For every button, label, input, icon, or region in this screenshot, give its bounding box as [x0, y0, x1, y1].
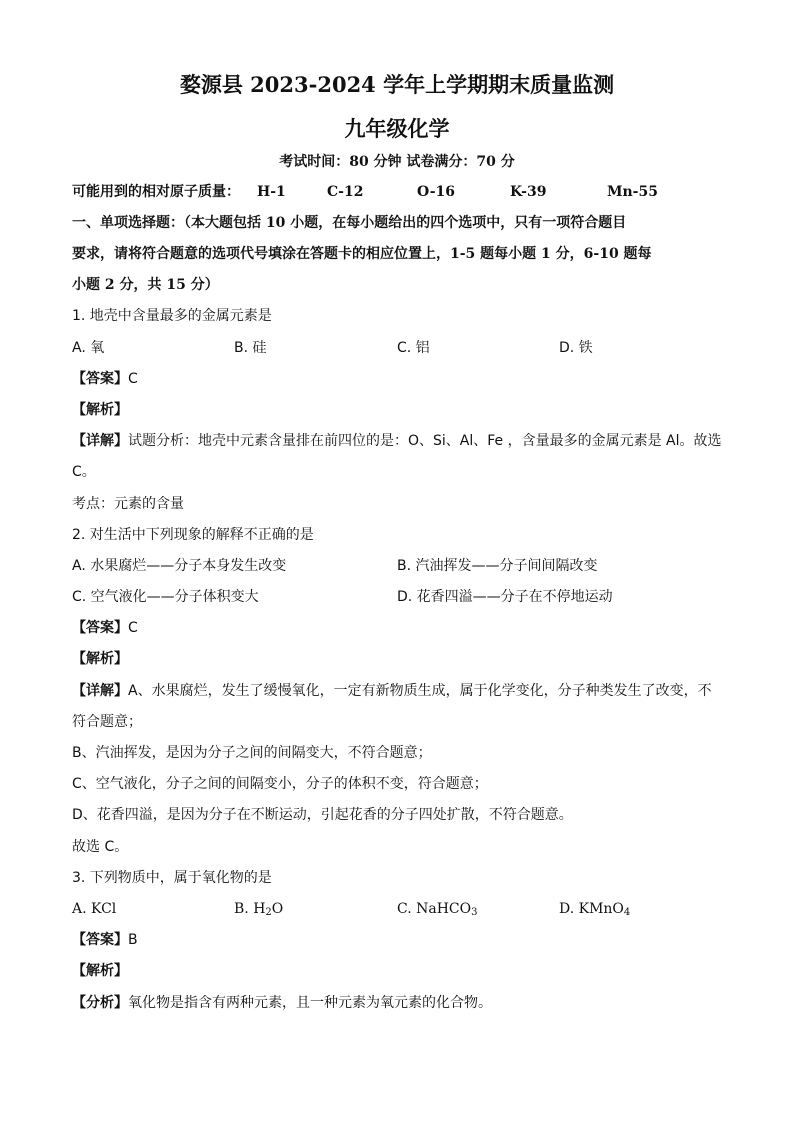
page-title: 婺源县 2023-2024 学年上学期期末质量监测 — [179, 72, 615, 97]
analysis-detail-text: 氧化物是指含有两种元素，且一种元素为氧元素的化合物。 — [128, 995, 492, 1011]
section-heading-line: 小题 2 分，共 15 分） — [72, 277, 219, 293]
analysis-tag: 【解析】 — [72, 402, 128, 418]
question-stem: 3. 下列物质中，属于氧化物的是 — [72, 870, 272, 886]
detail-line — [72, 432, 722, 450]
analysis-detail-tag: 【分析】 — [72, 995, 128, 1011]
answer-line — [72, 931, 138, 949]
atomic-masses — [72, 183, 732, 201]
option-c: C. 铝 — [397, 340, 430, 356]
analysis-tag: 【解析】 — [72, 651, 128, 667]
answer-value: B — [128, 932, 138, 948]
analysis-tag: 【解析】 — [72, 963, 128, 979]
mass-item: Mn-55 — [607, 184, 658, 200]
answer-value: C — [128, 371, 138, 387]
detail-text: 试题分析：地壳中元素含量排在前四位的是：O、Si、Al、Fe ，含量最多的金属元素是 Al。故选 — [128, 433, 722, 449]
question-options — [72, 900, 732, 918]
conclusion-line: 故选 C。 — [72, 839, 129, 855]
option-a: A. 水果腐烂——分子本身发生改变 — [72, 558, 287, 574]
option-b: B. 硅 — [234, 340, 267, 356]
answer-line — [72, 619, 138, 637]
section-heading-line: 要求，请将符合题意的选项代号填涂在答题卡的相应位置上，1-5 题每小题 1 分，6-10 题每 — [72, 246, 652, 262]
question-stem: 1. 地壳中含量最多的金属元素是 — [72, 308, 272, 324]
answer-tag: 【答案】 — [72, 371, 128, 387]
atomic-masses-label: 可能用到的相对原子质量： — [72, 184, 240, 200]
detail-line: B、汽油挥发，是因为分子之间的间隔变大，不符合题意； — [72, 745, 432, 761]
question-options — [72, 339, 732, 357]
answer-tag: 【答案】 — [72, 620, 128, 636]
page-subtitle: 九年级化学 — [344, 116, 450, 141]
option-d: D. 花香四溢——分子在不停地运动 — [397, 589, 613, 605]
answer-line — [72, 370, 138, 388]
detail-line: C、空气液化，分子之间的间隔变小，分子的体积不变，符合题意； — [72, 776, 488, 792]
mass-item: K-39 — [510, 184, 547, 200]
answer-value: C — [128, 620, 138, 636]
analysis-detail-line — [72, 994, 492, 1012]
detail-tag: 【详解】 — [72, 433, 128, 449]
knowledge-point: 考点：元素的含量 — [72, 496, 184, 512]
mass-item: O-16 — [417, 184, 456, 200]
exam-meta: 考试时间：80 分钟 试卷满分：70 分 — [279, 154, 515, 170]
detail-line: C。 — [72, 464, 96, 480]
option-d: D. KMnO$_4$ — [559, 901, 631, 918]
question-stem: 2. 对生活中下列现象的解释不正确的是 — [72, 527, 314, 543]
mass-item: C-12 — [327, 184, 364, 200]
detail-tag: 【详解】 — [72, 683, 128, 699]
detail-line: D、花香四溢，是因为分子在不断运动，引起花香的分子四处扩散，不符合题意。 — [72, 807, 573, 823]
detail-line: 符合题意； — [72, 714, 142, 730]
option-a: A. 氧 — [72, 340, 105, 356]
section-heading-line: 一、单项选择题：（本大题包括 10 小题，在每小题给出的四个选项中，只有一项符合题目 — [72, 215, 627, 231]
option-c: C. NaHCO$_3$ — [397, 901, 478, 918]
option-b: B. $H_2O$ — [234, 901, 284, 918]
option-d: D. 铁 — [559, 340, 593, 356]
option-c: C. 空气液化——分子体积变大 — [72, 589, 259, 605]
answer-tag: 【答案】 — [72, 932, 128, 948]
detail-line — [72, 682, 712, 700]
option-b: B. 汽油挥发——分子间间隔改变 — [397, 558, 598, 574]
option-a: A. KCl — [72, 901, 117, 917]
question-options — [72, 557, 732, 575]
detail-text: A、水果腐烂，发生了缓慢氧化，一定有新物质生成，属于化学变化，分子种类发生了改变，不 — [128, 683, 712, 699]
question-options — [72, 588, 732, 606]
mass-item: H-1 — [257, 184, 286, 200]
